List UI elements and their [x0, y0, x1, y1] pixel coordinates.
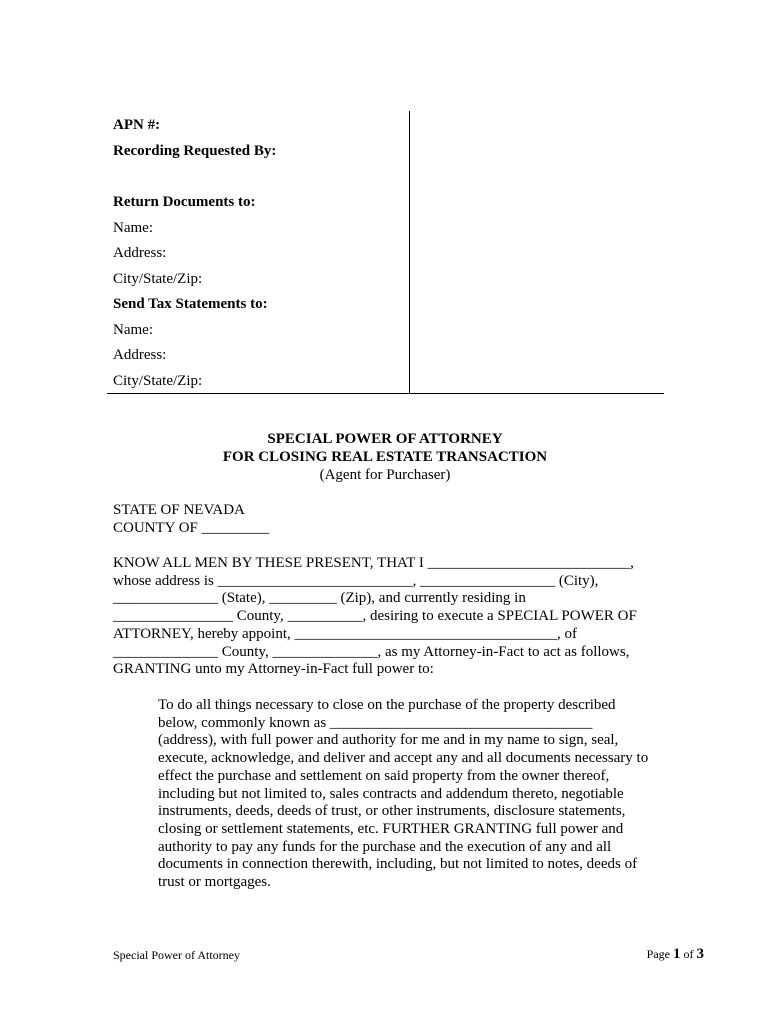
- return-city-state-zip-label: City/State/Zip:: [113, 271, 203, 287]
- body-paragraph: [113, 555, 673, 679]
- footer-current-page: 1: [673, 946, 681, 962]
- body-line: ______________ (State), _________ (Zip), and currently residing in: [113, 590, 526, 607]
- tax-address-label: Address:: [113, 347, 167, 363]
- body-line: ATTORNEY, hereby appoint, ___________________________________, of: [113, 625, 578, 642]
- grant-line: closing or settlement statements, etc. FURTHER GRANTING full power and: [158, 820, 624, 837]
- venue-state: STATE OF NEVADA: [113, 502, 245, 518]
- grant-line: To do all things necessary to close on the purchase of the property described: [158, 697, 616, 713]
- return-documents-to-label: Return Documents to:: [113, 194, 256, 210]
- footer-total-pages: 3: [696, 946, 704, 962]
- return-name-label: Name:: [113, 220, 153, 236]
- grant-line: instruments, deeds, deeds of trust, or other instruments, disclosure statements,: [158, 803, 626, 820]
- grant-line: trust or mortgages.: [158, 874, 271, 891]
- document-subtitle: (Agent for Purchaser): [319, 467, 451, 483]
- venue-county: COUNTY OF _________: [113, 520, 270, 536]
- return-address-label: Address:: [113, 245, 167, 261]
- grant-line: effect the purchase and settlement on said property from the owner thereof,: [158, 767, 610, 784]
- body-line: KNOW ALL MEN BY THESE PRESENT, THAT I ___________________________,: [113, 555, 634, 571]
- header-vertical-divider: [409, 111, 410, 393]
- body-line: GRANTING unto my Attorney-in-Fact full power to:: [113, 661, 434, 678]
- footer-page-word: Page: [646, 947, 670, 961]
- body-line: ________________ County, __________, desiring to execute a SPECIAL POWER OF: [113, 608, 637, 625]
- footer-document-name: Special Power of Attorney: [113, 948, 240, 962]
- grant-line: documents in connection therewith, including, but not limited to notes, deeds of: [158, 856, 638, 873]
- body-line: ______________ County, ______________, as my Attorney-in-Fact to act as follows,: [113, 643, 630, 660]
- body-line: whose address is __________________________, __________________ (City),: [113, 572, 599, 589]
- grant-line: execute, acknowledge, and deliver and accept any and all documents necessary to: [158, 750, 649, 767]
- tax-city-state-zip-label: City/State/Zip:: [113, 373, 203, 389]
- grant-line: (address), with full power and authority for me and in my name to sign, seal,: [158, 732, 619, 749]
- document-title-line-2: FOR CLOSING REAL ESTATE TRANSACTION: [222, 449, 548, 465]
- grant-paragraph: [158, 697, 663, 892]
- apn-label: APN #:: [113, 117, 161, 133]
- document-title-line-1: SPECIAL POWER OF ATTORNEY: [267, 431, 503, 447]
- footer-page-number: [647, 945, 704, 963]
- recording-requested-by-label: Recording Requested By:: [113, 143, 277, 159]
- footer-of-word: of: [683, 947, 694, 961]
- grant-line: authority to pay any funds for the purchase and the execution of any and all: [158, 838, 612, 855]
- tax-name-label: Name:: [113, 322, 153, 338]
- send-tax-statements-to-label: Send Tax Statements to:: [113, 296, 268, 312]
- grant-line: below, commonly known as ___________________________________: [158, 714, 593, 731]
- grant-line: including but not limited to, sales contracts and addendum thereto, negotiable: [158, 785, 624, 802]
